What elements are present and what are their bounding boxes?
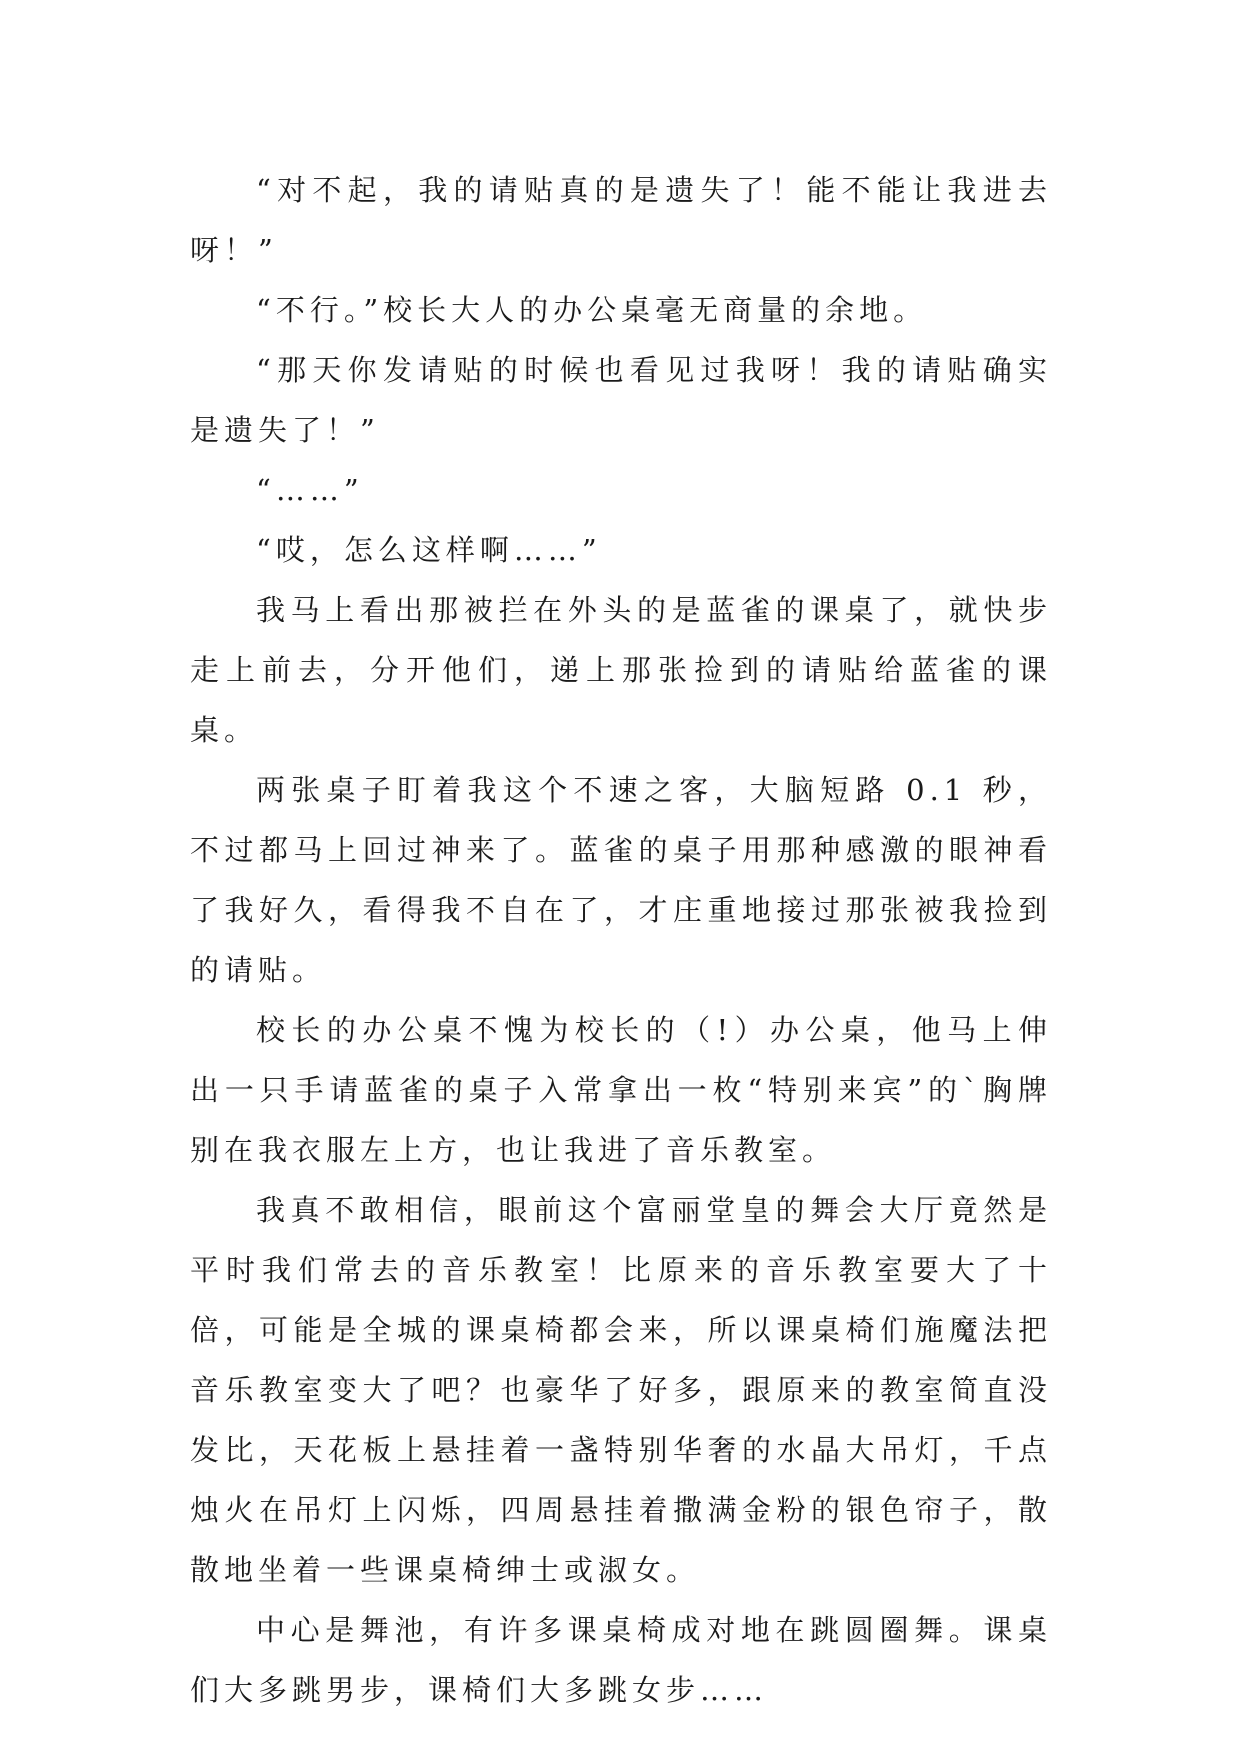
paragraph-4: “……” [256, 473, 364, 507]
paragraph-3: “那天你发请贴的时候也看见过我呀！我的请贴确实是遗失了！” [190, 353, 1052, 447]
paragraph-6: 我马上看出那被拦在外头的是蓝雀的课桌了，就快步走上前去，分开他们，递上那张捡到的请贴给蓝雀的课桌。 [190, 593, 1052, 747]
paragraph-2: “不行。”校长大人的办公桌毫无商量的余地。 [256, 293, 928, 327]
paragraph-5: “哎，怎么这样啊……” [256, 533, 602, 567]
paragraph-9: 我真不敢相信，眼前这个富丽堂皇的舞会大厅竟然是平时我们常去的音乐教室！比原来的音乐教室要大了十倍，可能是全城的课桌椅都会来，所以课桌椅们施魔法把音乐教室变大了吧？也豪华了好多，跟原来的教室简直没发比，天花板上悬挂着一盏特别华奢的水晶大吊灯，千点烛火在吊灯上闪烁，四周悬挂着撒满金粉的银色帘子，散散地坐着一些课桌椅绅士或淑女。 [190, 1193, 1052, 1587]
document-page [190, 160, 1052, 1720]
paragraph-8: 校长的办公桌不愧为校长的（!）办公桌，他马上伸出一只手请蓝雀的桌子入常拿出一枚“特别来宾”的`胸牌别在我衣服左上方，也让我进了音乐教室。 [190, 1013, 1052, 1167]
paragraph-1: “对不起，我的请贴真的是遗失了！能不能让我进去呀！” [190, 173, 1052, 267]
paragraph-10: 中心是舞池，有许多课桌椅成对地在跳圆圈舞。课桌们大多跳男步，课椅们大多跳女步…… [190, 1613, 1052, 1707]
paragraph-7: 两张桌子盯着我这个不速之客，大脑短路 0.1 秒，不过都马上回过神来了。蓝雀的桌子用那种感激的眼神看了我好久，看得我不自在了，才庄重地接过那张被我捡到的请贴。 [190, 773, 1052, 987]
